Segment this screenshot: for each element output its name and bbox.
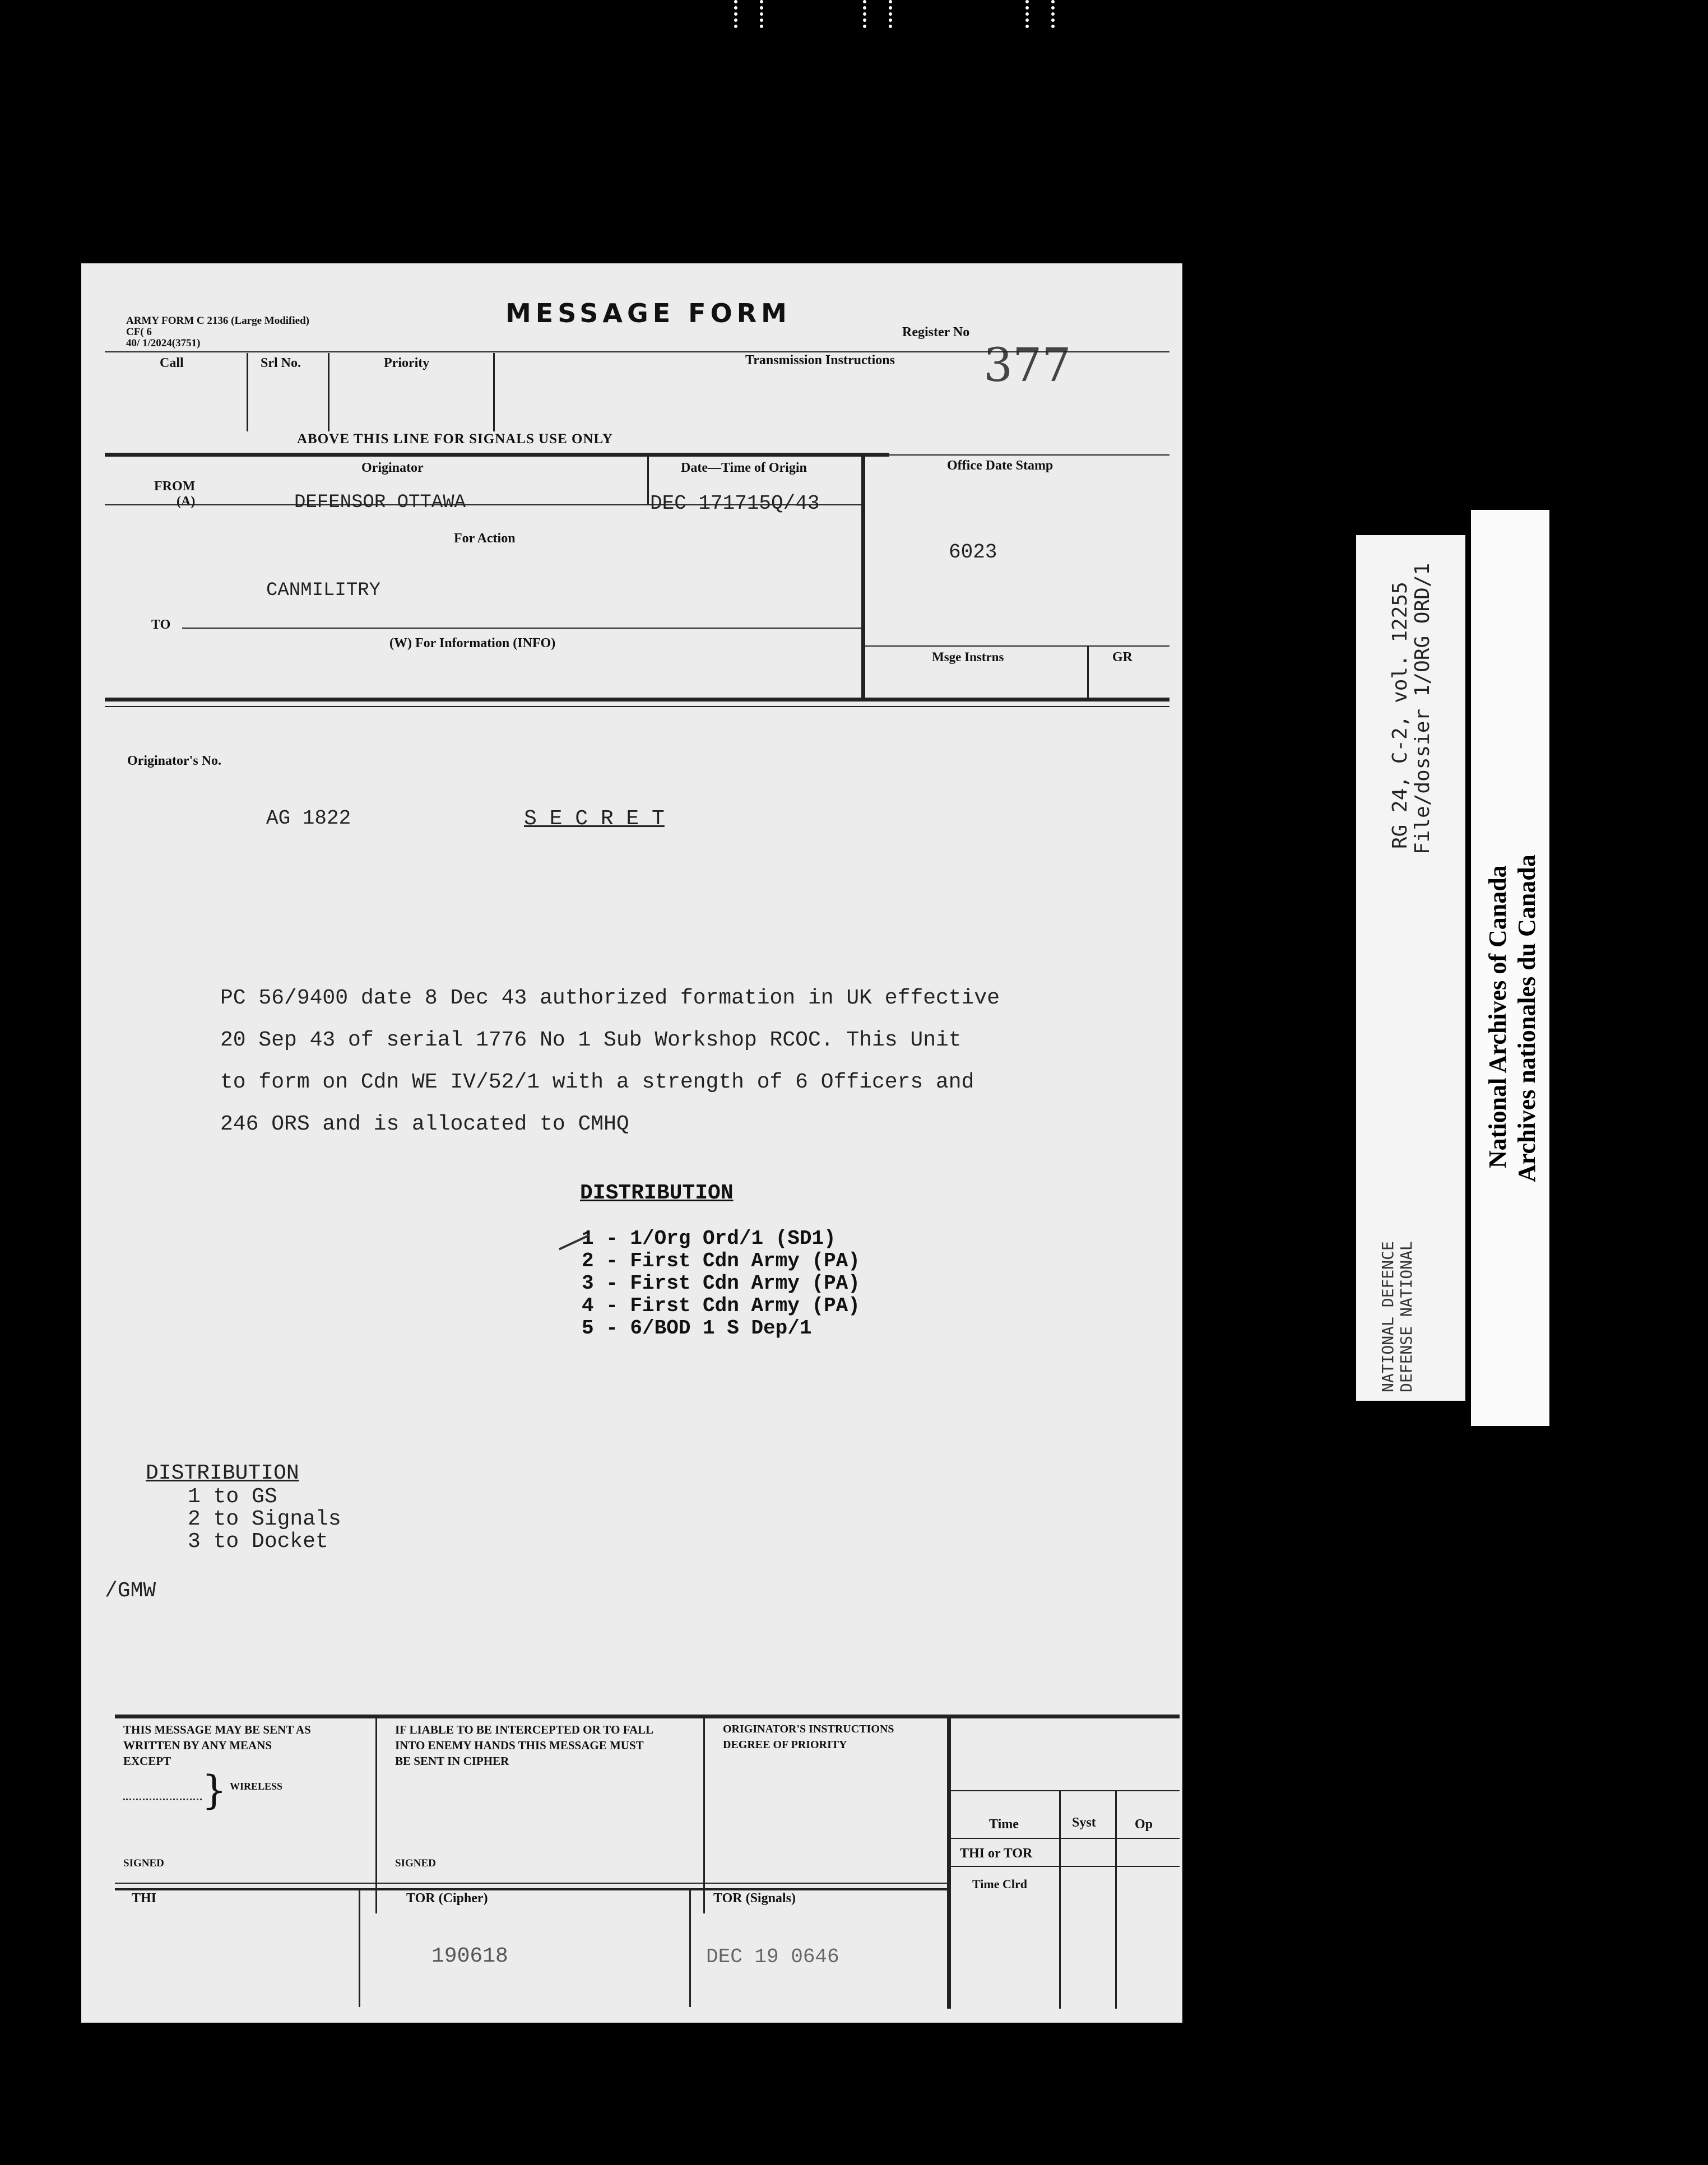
distribution-title: DISTRIBUTION [580, 1181, 734, 1205]
time-label: Time [989, 1817, 1019, 1832]
office-date-stamp-label: Office Date Stamp [947, 458, 1053, 473]
army-form-code: ARMY FORM C 2136 (Large Modified) [126, 315, 309, 327]
transmission-label: Transmission Instructions [745, 353, 895, 368]
originators-no-label: Originator's No. [127, 754, 221, 768]
call-label: Call [160, 356, 184, 370]
film-mark [863, 0, 892, 28]
archives-name-fr: Archives nationales du Canada [1513, 854, 1540, 1182]
distribution-item: 5 - 6/BOD 1 S Dep/1 [582, 1317, 812, 1340]
op-label: Op [1135, 1817, 1153, 1832]
distribution-item: 4 - First Cdn Army (PA) [582, 1294, 860, 1317]
dto-value: DEC 171715Q/43 [650, 492, 820, 515]
tor-cipher-value: 190618 [431, 1944, 508, 1968]
signed-label-2: SIGNED [395, 1857, 436, 1869]
footer-cell2-line2: INTO ENEMY HANDS THIS MESSAGE MUST [395, 1739, 644, 1752]
film-mark [734, 0, 763, 28]
tor-cipher-label: TOR (Cipher) [406, 1891, 488, 1906]
gr-label: GR [1112, 650, 1133, 665]
footer-cell2-line1: IF LIABLE TO BE INTERCEPTED OR TO FALL [395, 1723, 654, 1736]
distribution-item: 2 - First Cdn Army (PA) [582, 1249, 860, 1272]
office-stamp-number: 6023 [949, 541, 997, 564]
footer-cell3-line1: ORIGINATOR'S INSTRUCTIONS [723, 1723, 894, 1735]
distribution-2-item: 2 to Signals [188, 1507, 341, 1531]
archive-ref-line-2: File/dossier 1/ORG ORD/1 [1411, 563, 1434, 854]
priority-label: Priority [384, 356, 430, 370]
srl-no-label: Srl No. [261, 356, 301, 370]
to-label: TO [151, 617, 171, 632]
register-number: 377 [983, 339, 1071, 392]
footer-cell2-line3: BE SENT IN CIPHER [395, 1754, 509, 1768]
dotted-blank [123, 1799, 202, 1800]
footer-cell1-line3: EXCEPT [123, 1754, 171, 1768]
distribution-item: 1 - 1/Org Ord/1 (SD1) [582, 1227, 836, 1250]
form-code-2: 40/ 1/2024(3751) [126, 337, 201, 349]
message-form [81, 263, 1182, 2023]
form-code-1: CF( 6 [126, 326, 152, 338]
archive-ref-strip [1356, 535, 1465, 1401]
footer-cell3-line2: DEGREE OF PRIORITY [723, 1739, 847, 1751]
from-label: FROM [154, 479, 196, 494]
department-line-2: DEFENSE NATIONAL [1397, 1241, 1415, 1392]
archives-label-strip [1471, 510, 1549, 1426]
reference-initials: /GMW [105, 1579, 156, 1603]
message-line: to form on Cdn WE IV/52/1 with a strength of 6 Officers and [220, 1070, 974, 1094]
info-label: (W) For Information (INFO) [389, 636, 556, 651]
originator-label: Originator [361, 461, 424, 475]
wireless-label: WIRELESS [230, 1781, 283, 1792]
to-value: CANMILITRY [266, 580, 381, 601]
footer-cell1-line1: THIS MESSAGE MAY BE SENT AS [123, 1723, 311, 1736]
message-line: 246 ORS and is allocated to CMHQ [220, 1112, 629, 1136]
distribution-2-item: 3 to Docket [188, 1530, 328, 1554]
syst-label: Syst [1072, 1815, 1096, 1830]
archives-name-en: National Archives of Canada [1484, 865, 1511, 1168]
footer-cell1-line2: WRITTEN BY ANY MEANS [123, 1739, 272, 1752]
department-line-1: NATIONAL DEFENCE [1379, 1241, 1397, 1392]
distribution-2-title: DISTRIBUTION [146, 1461, 299, 1485]
message-line: 20 Sep 43 of serial 1776 No 1 Sub Workshop RCOC. This Unit [220, 1028, 962, 1052]
from-value: DEFENSOR OTTAWA [294, 492, 466, 513]
form-title: MESSAGE FORM [505, 298, 791, 328]
register-label: Register No [902, 325, 970, 340]
from-sub-label: (A) [177, 494, 196, 509]
originators-no-value: AG 1822 [266, 807, 351, 830]
thi-or-tor-label: THI or TOR [960, 1846, 1033, 1861]
for-action-label: For Action [454, 531, 516, 546]
time-clrd-label: Time Clrd [972, 1877, 1027, 1891]
dto-label: Date—Time of Origin [681, 461, 807, 475]
above-line-note: ABOVE THIS LINE FOR SIGNALS USE ONLY [297, 431, 613, 447]
classification: S E C R E T [524, 807, 665, 831]
archive-ref-line-1: RG 24, C-2, vol. 12255 [1389, 582, 1412, 849]
tor-signals-label: TOR (Signals) [713, 1891, 796, 1906]
msg-instrns-label: Msge Instrns [932, 650, 1004, 664]
brace-glyph: } [202, 1767, 227, 1813]
signed-label-1: SIGNED [123, 1857, 164, 1869]
thi-label: THI [132, 1891, 157, 1906]
film-mark [1025, 0, 1055, 28]
tor-signals-value: DEC 19 0646 [706, 1945, 839, 1968]
distribution-2-item: 1 to GS [188, 1485, 277, 1509]
distribution-item: 3 - First Cdn Army (PA) [582, 1272, 860, 1295]
message-line: PC 56/9400 date 8 Dec 43 authorized formation in UK effective [220, 986, 1000, 1010]
